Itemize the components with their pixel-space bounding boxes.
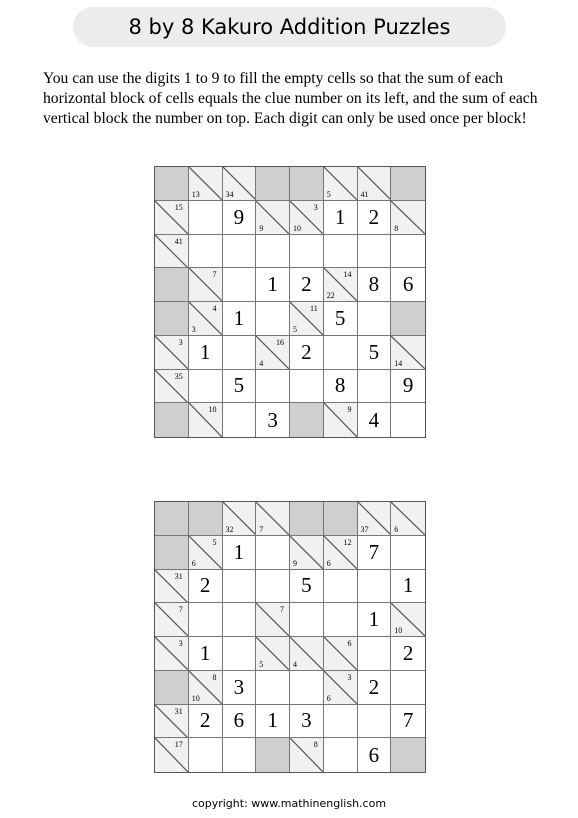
given-digit: 8 (334, 373, 346, 398)
clue-cell (391, 603, 425, 637)
entry-cell[interactable] (223, 603, 257, 637)
entry-cell[interactable] (256, 403, 290, 437)
given-digit: 5 (233, 373, 245, 398)
across-clue: 3 (313, 202, 318, 212)
down-clue: 8 (394, 223, 399, 233)
entry-cell[interactable] (324, 705, 358, 739)
clue-diagonal (155, 201, 188, 234)
entry-cell[interactable] (256, 235, 290, 269)
entry-cell[interactable] (189, 637, 223, 671)
clue-cell (391, 502, 425, 536)
given-digit: 1 (199, 640, 211, 665)
across-clue: 31 (174, 706, 183, 716)
clue-diagonal (324, 637, 357, 670)
down-clue: 5 (259, 659, 264, 669)
down-clue: 34 (225, 189, 234, 199)
entry-cell[interactable] (324, 738, 358, 772)
entry-cell[interactable] (324, 370, 358, 404)
down-clue: 4 (259, 358, 264, 368)
given-digit: 5 (368, 339, 380, 364)
entry-cell[interactable] (223, 671, 257, 705)
entry-cell[interactable] (324, 603, 358, 637)
entry-cell[interactable] (256, 302, 290, 336)
entry-cell[interactable] (391, 671, 425, 705)
across-clue: 15 (174, 202, 183, 212)
entry-cell[interactable] (256, 570, 290, 604)
clue-diagonal (155, 370, 188, 403)
given-digit: 1 (368, 607, 380, 632)
entry-cell[interactable] (290, 570, 324, 604)
blocked-cell (391, 302, 425, 336)
clue-cell (155, 336, 189, 370)
down-clue: 9 (293, 558, 297, 568)
clue-cell (324, 268, 358, 302)
down-clue: 22 (326, 291, 335, 300)
across-clue: 12 (343, 537, 352, 547)
clue-cell (223, 167, 257, 201)
given-digit: 6 (233, 708, 245, 733)
entry-cell[interactable] (189, 738, 223, 772)
clue-cell (290, 302, 324, 336)
down-clue: 13 (191, 189, 200, 199)
entry-cell[interactable] (358, 536, 392, 570)
entry-cell[interactable] (324, 336, 358, 370)
kakuro-puzzle-2 (154, 501, 426, 773)
given-digit: 2 (301, 339, 312, 364)
entry-cell[interactable] (189, 570, 223, 604)
entry-cell[interactable] (223, 336, 257, 370)
given-digit: 1 (199, 339, 211, 364)
down-clue: 10 (394, 626, 403, 635)
clue-cell (391, 201, 425, 235)
blocked-cell (256, 167, 290, 201)
clue-diagonal (155, 336, 188, 369)
entry-cell[interactable] (324, 201, 358, 235)
entry-cell[interactable] (391, 705, 425, 739)
entry-cell[interactable] (290, 336, 324, 370)
down-clue: 14 (394, 358, 403, 368)
across-clue: 3 (347, 672, 352, 682)
down-clue: 37 (360, 524, 369, 534)
across-clue: 35 (174, 371, 183, 381)
down-clue: 7 (259, 524, 264, 534)
clue-cell (324, 167, 358, 201)
down-clue: 10 (293, 223, 301, 233)
clue-cell (290, 536, 324, 570)
entry-cell[interactable] (223, 637, 257, 671)
clue-cell (358, 502, 392, 536)
across-clue: 31 (174, 571, 183, 581)
clue-cell (155, 603, 189, 637)
entry-cell[interactable] (358, 705, 392, 739)
instructions-text: You can use the digits 1 to 9 to fill the empty cells so that the sum of each horizontal block of cells equals the clue number on its left, and the sum of each vertical block the number on top. Each digit can only be used once per block! (43, 70, 538, 127)
entry-cell[interactable] (290, 370, 324, 404)
blocked-cell (189, 502, 223, 536)
given-digit: 4 (368, 407, 380, 432)
across-clue: 5 (212, 537, 217, 547)
entry-cell[interactable] (391, 235, 425, 269)
clue-cell (290, 738, 324, 772)
down-clue: 6 (191, 558, 196, 568)
clue-cell (290, 201, 324, 235)
entry-cell[interactable] (223, 570, 257, 604)
entry-cell[interactable] (223, 705, 257, 739)
entry-cell[interactable] (189, 603, 223, 637)
clue-cell (155, 201, 189, 235)
clue-cell (256, 637, 290, 671)
blocked-cell (290, 167, 324, 201)
blocked-cell (324, 502, 358, 536)
entry-cell[interactable] (223, 235, 257, 269)
clue-diagonal (155, 738, 188, 772)
clue-diagonal (155, 705, 188, 738)
blocked-cell (155, 167, 189, 201)
clue-cell (155, 235, 189, 269)
clue-cell (155, 637, 189, 671)
blocked-cell (391, 167, 425, 201)
clue-cell (223, 502, 257, 536)
entry-cell[interactable] (358, 403, 392, 437)
blocked-cell (256, 738, 290, 772)
entry-cell[interactable] (290, 671, 324, 705)
entry-cell[interactable] (358, 671, 392, 705)
clue-diagonal (155, 570, 188, 603)
entry-cell[interactable] (223, 201, 257, 235)
across-clue: 16 (276, 337, 284, 347)
given-digit: 2 (199, 573, 211, 598)
entry-cell[interactable] (223, 738, 257, 772)
across-clue: 3 (178, 337, 183, 347)
down-clue: 4 (293, 659, 297, 669)
down-clue: 41 (360, 189, 369, 199)
clue-cell (155, 370, 189, 404)
given-digit: 6 (402, 272, 414, 297)
page-title: 8 by 8 Kakuro Addition Puzzles (73, 7, 506, 47)
entry-cell[interactable] (358, 570, 392, 604)
clue-diagonal (189, 403, 222, 437)
entry-cell[interactable] (358, 603, 392, 637)
entry-cell[interactable] (223, 302, 257, 336)
clue-cell (324, 536, 358, 570)
entry-cell[interactable] (324, 235, 358, 269)
clue-diagonal (155, 603, 188, 636)
entry-cell[interactable] (358, 201, 392, 235)
clue-cell (189, 302, 223, 336)
clue-cell (324, 403, 358, 437)
down-clue: 6 (326, 558, 331, 568)
entry-cell[interactable] (256, 671, 290, 705)
clue-diagonal (189, 268, 222, 301)
clue-cell (324, 671, 358, 705)
across-clue: 8 (212, 672, 217, 682)
down-clue: 5 (326, 189, 331, 199)
entry-cell[interactable] (189, 235, 223, 269)
across-clue: 14 (343, 270, 352, 280)
blocked-cell (290, 403, 324, 437)
given-digit: 2 (301, 272, 312, 297)
given-digit: 2 (402, 640, 414, 665)
clue-cell (189, 268, 223, 302)
clue-diagonal (256, 603, 289, 636)
clue-cell (324, 637, 358, 671)
entry-cell[interactable] (358, 637, 392, 671)
entry-cell[interactable] (223, 403, 257, 437)
kakuro-puzzle-1 (154, 166, 426, 438)
copyright-footer: copyright: www.mathinenglish.com (191, 797, 387, 810)
across-clue: 7 (212, 270, 217, 280)
clue-cell (256, 603, 290, 637)
across-clue: 8 (313, 740, 318, 750)
clue-cell (155, 570, 189, 604)
across-clue: 9 (347, 405, 352, 415)
clue-diagonal (155, 235, 188, 268)
down-clue: 6 (326, 693, 331, 703)
entry-cell[interactable] (358, 370, 392, 404)
entry-cell[interactable] (391, 536, 425, 570)
given-digit: 6 (368, 742, 380, 767)
entry-cell[interactable] (290, 235, 324, 269)
blocked-cell (391, 738, 425, 772)
clue-cell (155, 738, 189, 772)
blocked-cell (155, 536, 189, 570)
entry-cell[interactable] (189, 336, 223, 370)
given-digit: 3 (301, 708, 312, 733)
across-clue: 11 (310, 304, 318, 313)
across-clue: 7 (178, 605, 183, 615)
given-digit: 5 (301, 573, 312, 598)
entry-cell[interactable] (358, 336, 392, 370)
down-clue: 9 (259, 223, 264, 233)
clue-cell (189, 536, 223, 570)
entry-cell[interactable] (358, 268, 392, 302)
clue-cell (155, 705, 189, 739)
blocked-cell (290, 502, 324, 536)
given-digit: 8 (368, 272, 380, 297)
clue-cell (189, 167, 223, 201)
entry-cell[interactable] (391, 268, 425, 302)
entry-cell[interactable] (290, 268, 324, 302)
given-digit: 9 (402, 373, 414, 398)
down-clue: 32 (225, 524, 234, 534)
blocked-cell (155, 268, 189, 302)
across-clue: 10 (208, 405, 217, 415)
entry-cell[interactable] (189, 370, 223, 404)
clue-cell (256, 336, 290, 370)
given-digit: 2 (368, 674, 380, 699)
given-digit: 9 (233, 204, 245, 229)
blocked-cell (155, 671, 189, 705)
entry-cell[interactable] (391, 637, 425, 671)
entry-cell[interactable] (324, 570, 358, 604)
entry-cell[interactable] (189, 705, 223, 739)
across-clue: 7 (280, 605, 284, 615)
across-clue: 41 (174, 236, 183, 246)
entry-cell[interactable] (256, 705, 290, 739)
entry-cell[interactable] (223, 370, 257, 404)
clue-cell (189, 671, 223, 705)
down-clue: 5 (293, 324, 297, 334)
across-clue: 4 (212, 304, 217, 313)
given-digit: 3 (267, 407, 278, 432)
entry-cell[interactable] (223, 268, 257, 302)
given-digit: 3 (233, 674, 245, 699)
clue-cell (256, 201, 290, 235)
clue-diagonal (324, 403, 357, 437)
across-clue: 3 (178, 639, 183, 648)
across-clue: 6 (347, 639, 352, 648)
clue-diagonal (155, 637, 188, 670)
given-digit: 1 (267, 272, 278, 297)
given-digit: 5 (334, 305, 346, 330)
down-clue: 10 (191, 693, 200, 703)
entry-cell[interactable] (256, 268, 290, 302)
entry-cell[interactable] (256, 536, 290, 570)
clue-cell (358, 167, 392, 201)
entry-cell[interactable] (290, 705, 324, 739)
blocked-cell (155, 502, 189, 536)
entry-cell[interactable] (391, 370, 425, 404)
given-digit: 1 (402, 573, 414, 598)
entry-cell[interactable] (290, 603, 324, 637)
down-clue: 3 (191, 324, 196, 334)
entry-cell[interactable] (391, 570, 425, 604)
given-digit: 1 (267, 708, 278, 733)
clue-cell (256, 502, 290, 536)
across-clue: 17 (174, 740, 183, 750)
entry-cell[interactable] (189, 201, 223, 235)
entry-cell[interactable] (324, 302, 358, 336)
given-digit: 7 (402, 708, 414, 733)
given-digit: 2 (368, 204, 380, 229)
clue-cell (189, 403, 223, 437)
clue-diagonal (290, 738, 323, 772)
blocked-cell (155, 403, 189, 437)
entry-cell[interactable] (358, 738, 392, 772)
given-digit: 2 (199, 708, 211, 733)
entry-cell[interactable] (358, 302, 392, 336)
given-digit: 7 (368, 539, 380, 564)
given-digit: 1 (233, 305, 245, 330)
given-digit: 1 (233, 539, 245, 564)
entry-cell[interactable] (223, 536, 257, 570)
entry-cell[interactable] (256, 370, 290, 404)
clue-cell (290, 637, 324, 671)
entry-cell[interactable] (358, 235, 392, 269)
entry-cell[interactable] (391, 403, 425, 437)
down-clue: 6 (394, 524, 399, 534)
blocked-cell (155, 302, 189, 336)
given-digit: 1 (334, 204, 346, 229)
clue-cell (391, 336, 425, 370)
